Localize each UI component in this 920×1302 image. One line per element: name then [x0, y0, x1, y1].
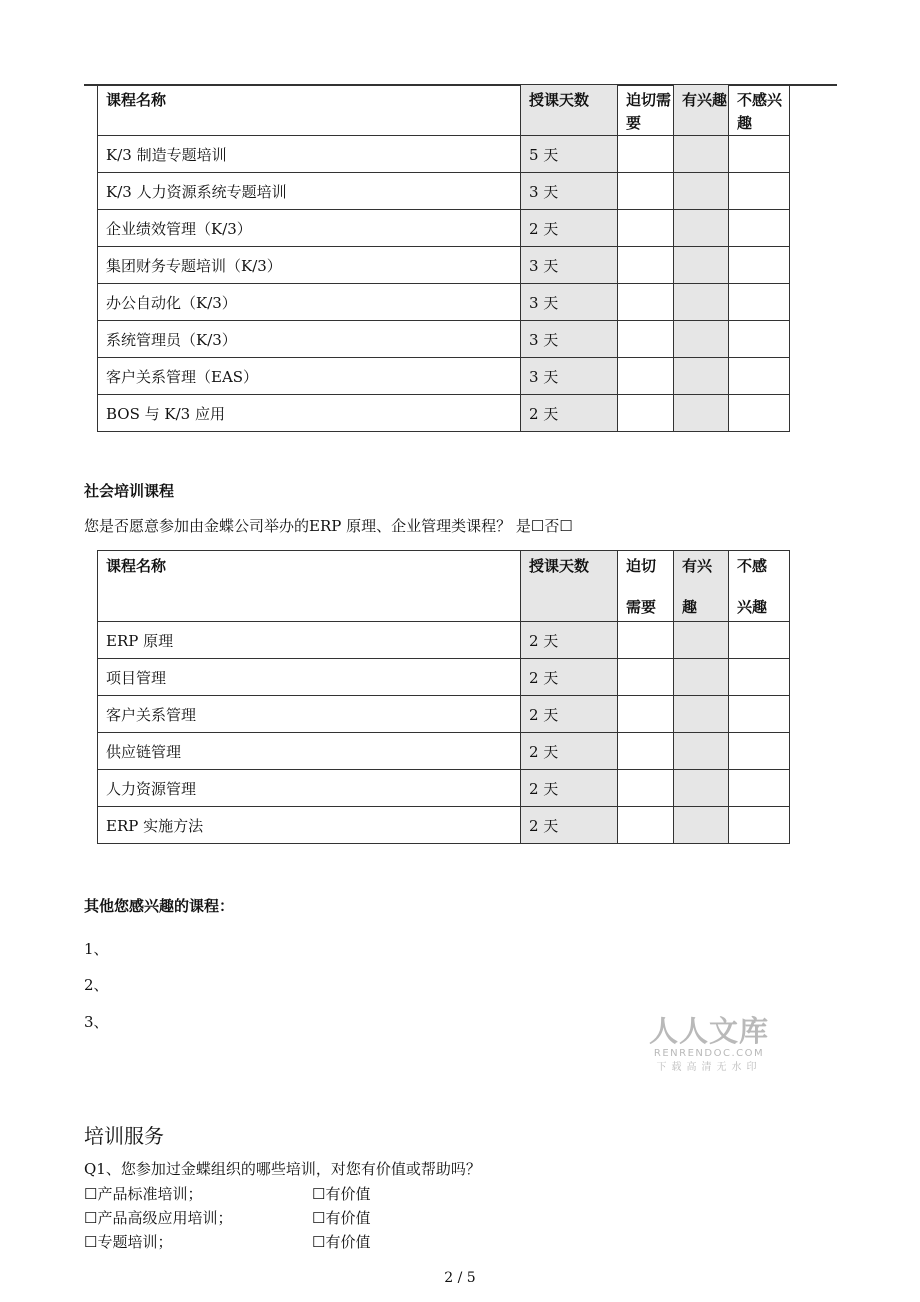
table-row [98, 173, 790, 210]
table-row [98, 807, 790, 844]
header-no-interest: 不感兴趣 [729, 85, 790, 136]
no-interest-cell[interactable] [729, 733, 790, 770]
table-row [98, 659, 790, 696]
urgent-cell[interactable] [618, 659, 674, 696]
table-row [98, 210, 790, 247]
course-name: 企业绩效管理（K/3） [98, 210, 521, 247]
urgent-cell[interactable] [618, 284, 674, 321]
no-interest-cell[interactable] [729, 807, 790, 844]
header-course-name: 课程名称 [98, 551, 521, 622]
course-table-1 [97, 84, 790, 432]
interest-cell[interactable] [674, 173, 729, 210]
course-name: 办公自动化（K/3） [98, 284, 521, 321]
course-name: 客户关系管理 [98, 696, 521, 733]
no-interest-cell[interactable] [729, 395, 790, 432]
table-row [98, 136, 790, 173]
course-name: 项目管理 [98, 659, 521, 696]
urgent-cell[interactable] [618, 733, 674, 770]
option-advanced-valuable-checkbox[interactable]: ☐有价值 [312, 1209, 371, 1227]
option-standard-training-checkbox[interactable]: ☐产品标准培训； [84, 1185, 203, 1203]
table-row [98, 321, 790, 358]
social-question: 您是否愿意参加由金蝶公司举办的ERP 原理、企业管理类课程？ 是☐否☐ [84, 517, 573, 535]
table-row [98, 770, 790, 807]
question-q1: Q1、您参加过金蝶组织的哪些培训，对您有价值或帮助吗？ [84, 1160, 481, 1178]
course-days: 2 天 [521, 622, 618, 659]
interest-cell[interactable] [674, 321, 729, 358]
course-table-2 [97, 550, 790, 844]
interest-cell[interactable] [674, 247, 729, 284]
option-special-training-checkbox[interactable]: ☐专题培训； [84, 1233, 173, 1251]
header-no-interest-bottom: 兴趣 [737, 598, 768, 616]
course-name: ERP 实施方法 [98, 807, 521, 844]
table-header-row [98, 551, 790, 622]
urgent-cell[interactable] [618, 696, 674, 733]
course-name: 集团财务专题培训（K/3） [98, 247, 521, 284]
header-no-interest-top: 不感 [737, 557, 768, 575]
header-urgent [618, 551, 674, 622]
interest-cell[interactable] [674, 659, 729, 696]
table-row [98, 733, 790, 770]
other-courses-title: 其他您感兴趣的课程： [84, 897, 235, 915]
other-course-item-3: 3、 [84, 1013, 109, 1031]
no-interest-cell[interactable] [729, 210, 790, 247]
no-interest-cell[interactable] [729, 358, 790, 395]
option-advanced-training-checkbox[interactable]: ☐产品高级应用培训； [84, 1209, 233, 1227]
interest-cell[interactable] [674, 622, 729, 659]
no-interest-cell[interactable] [729, 136, 790, 173]
interest-cell[interactable] [674, 807, 729, 844]
no-interest-cell[interactable] [729, 247, 790, 284]
urgent-cell[interactable] [618, 395, 674, 432]
urgent-cell[interactable] [618, 622, 674, 659]
header-interest: 有兴趣 [674, 85, 729, 136]
urgent-cell[interactable] [618, 770, 674, 807]
interest-cell[interactable] [674, 210, 729, 247]
urgent-cell[interactable] [618, 136, 674, 173]
course-days: 2 天 [521, 659, 618, 696]
course-name: ERP 原理 [98, 622, 521, 659]
interest-cell[interactable] [674, 358, 729, 395]
course-days: 2 天 [521, 807, 618, 844]
other-course-item-2: 2、 [84, 976, 109, 994]
watermark-logo [646, 1015, 772, 1075]
no-interest-cell[interactable] [729, 622, 790, 659]
course-days: 2 天 [521, 696, 618, 733]
course-days: 3 天 [521, 247, 618, 284]
interest-cell[interactable] [674, 770, 729, 807]
header-no-interest [729, 551, 790, 622]
table-row [98, 284, 790, 321]
header-interest-bottom: 趣 [682, 598, 698, 616]
page-number: 2 / 5 [444, 1270, 476, 1286]
urgent-cell[interactable] [618, 807, 674, 844]
watermark-caption: 下载高清无水印 [656, 1062, 762, 1073]
header-course-name: 课程名称 [98, 85, 521, 136]
no-interest-cell[interactable] [729, 284, 790, 321]
interest-cell[interactable] [674, 136, 729, 173]
course-days: 3 天 [521, 358, 618, 395]
course-name: 人力资源管理 [98, 770, 521, 807]
no-interest-cell[interactable] [729, 321, 790, 358]
option-standard-valuable-checkbox[interactable]: ☐有价值 [312, 1185, 371, 1203]
header-urgent: 迫切需要 [618, 85, 674, 136]
course-days: 3 天 [521, 284, 618, 321]
course-name: BOS 与 K/3 应用 [98, 395, 521, 432]
interest-cell[interactable] [674, 284, 729, 321]
header-urgent-bottom: 需要 [626, 598, 657, 616]
header-interest [674, 551, 729, 622]
course-days: 2 天 [521, 733, 618, 770]
header-days: 授课天数 [521, 85, 618, 136]
interest-cell[interactable] [674, 696, 729, 733]
course-days: 3 天 [521, 173, 618, 210]
urgent-cell[interactable] [618, 247, 674, 284]
header-days: 授课天数 [521, 551, 618, 622]
no-interest-cell[interactable] [729, 770, 790, 807]
header-interest-top: 有兴 [682, 557, 713, 575]
watermark-title: 人人文库 [648, 1014, 769, 1048]
course-name: 系统管理员（K/3） [98, 321, 521, 358]
course-days: 5 天 [521, 136, 618, 173]
no-interest-cell[interactable] [729, 659, 790, 696]
table-row [98, 358, 790, 395]
table-row [98, 622, 790, 659]
course-days: 2 天 [521, 210, 618, 247]
table-row [98, 247, 790, 284]
course-name: K/3 制造专题培训 [98, 136, 521, 173]
interest-cell[interactable] [674, 395, 729, 432]
urgent-cell[interactable] [618, 358, 674, 395]
course-name: 客户关系管理（EAS） [98, 358, 521, 395]
urgent-cell[interactable] [618, 321, 674, 358]
no-interest-cell[interactable] [729, 696, 790, 733]
urgent-cell[interactable] [618, 173, 674, 210]
course-name: 供应链管理 [98, 733, 521, 770]
social-training-title: 社会培训课程 [84, 482, 175, 500]
urgent-cell[interactable] [618, 210, 674, 247]
training-service-title: 培训服务 [84, 1124, 164, 1148]
other-course-item-1: 1、 [84, 940, 109, 958]
table-row [98, 395, 790, 432]
course-name: K/3 人力资源系统专题培训 [98, 173, 521, 210]
course-days: 2 天 [521, 395, 618, 432]
interest-cell[interactable] [674, 733, 729, 770]
watermark-domain: RENRENDOC.COM [653, 1048, 765, 1059]
no-interest-cell[interactable] [729, 173, 790, 210]
course-days: 3 天 [521, 321, 618, 358]
table-header-row [98, 85, 790, 136]
course-days: 2 天 [521, 770, 618, 807]
header-urgent-top: 迫切 [626, 557, 657, 575]
table-row [98, 696, 790, 733]
option-special-valuable-checkbox[interactable]: ☐有价值 [312, 1233, 371, 1251]
